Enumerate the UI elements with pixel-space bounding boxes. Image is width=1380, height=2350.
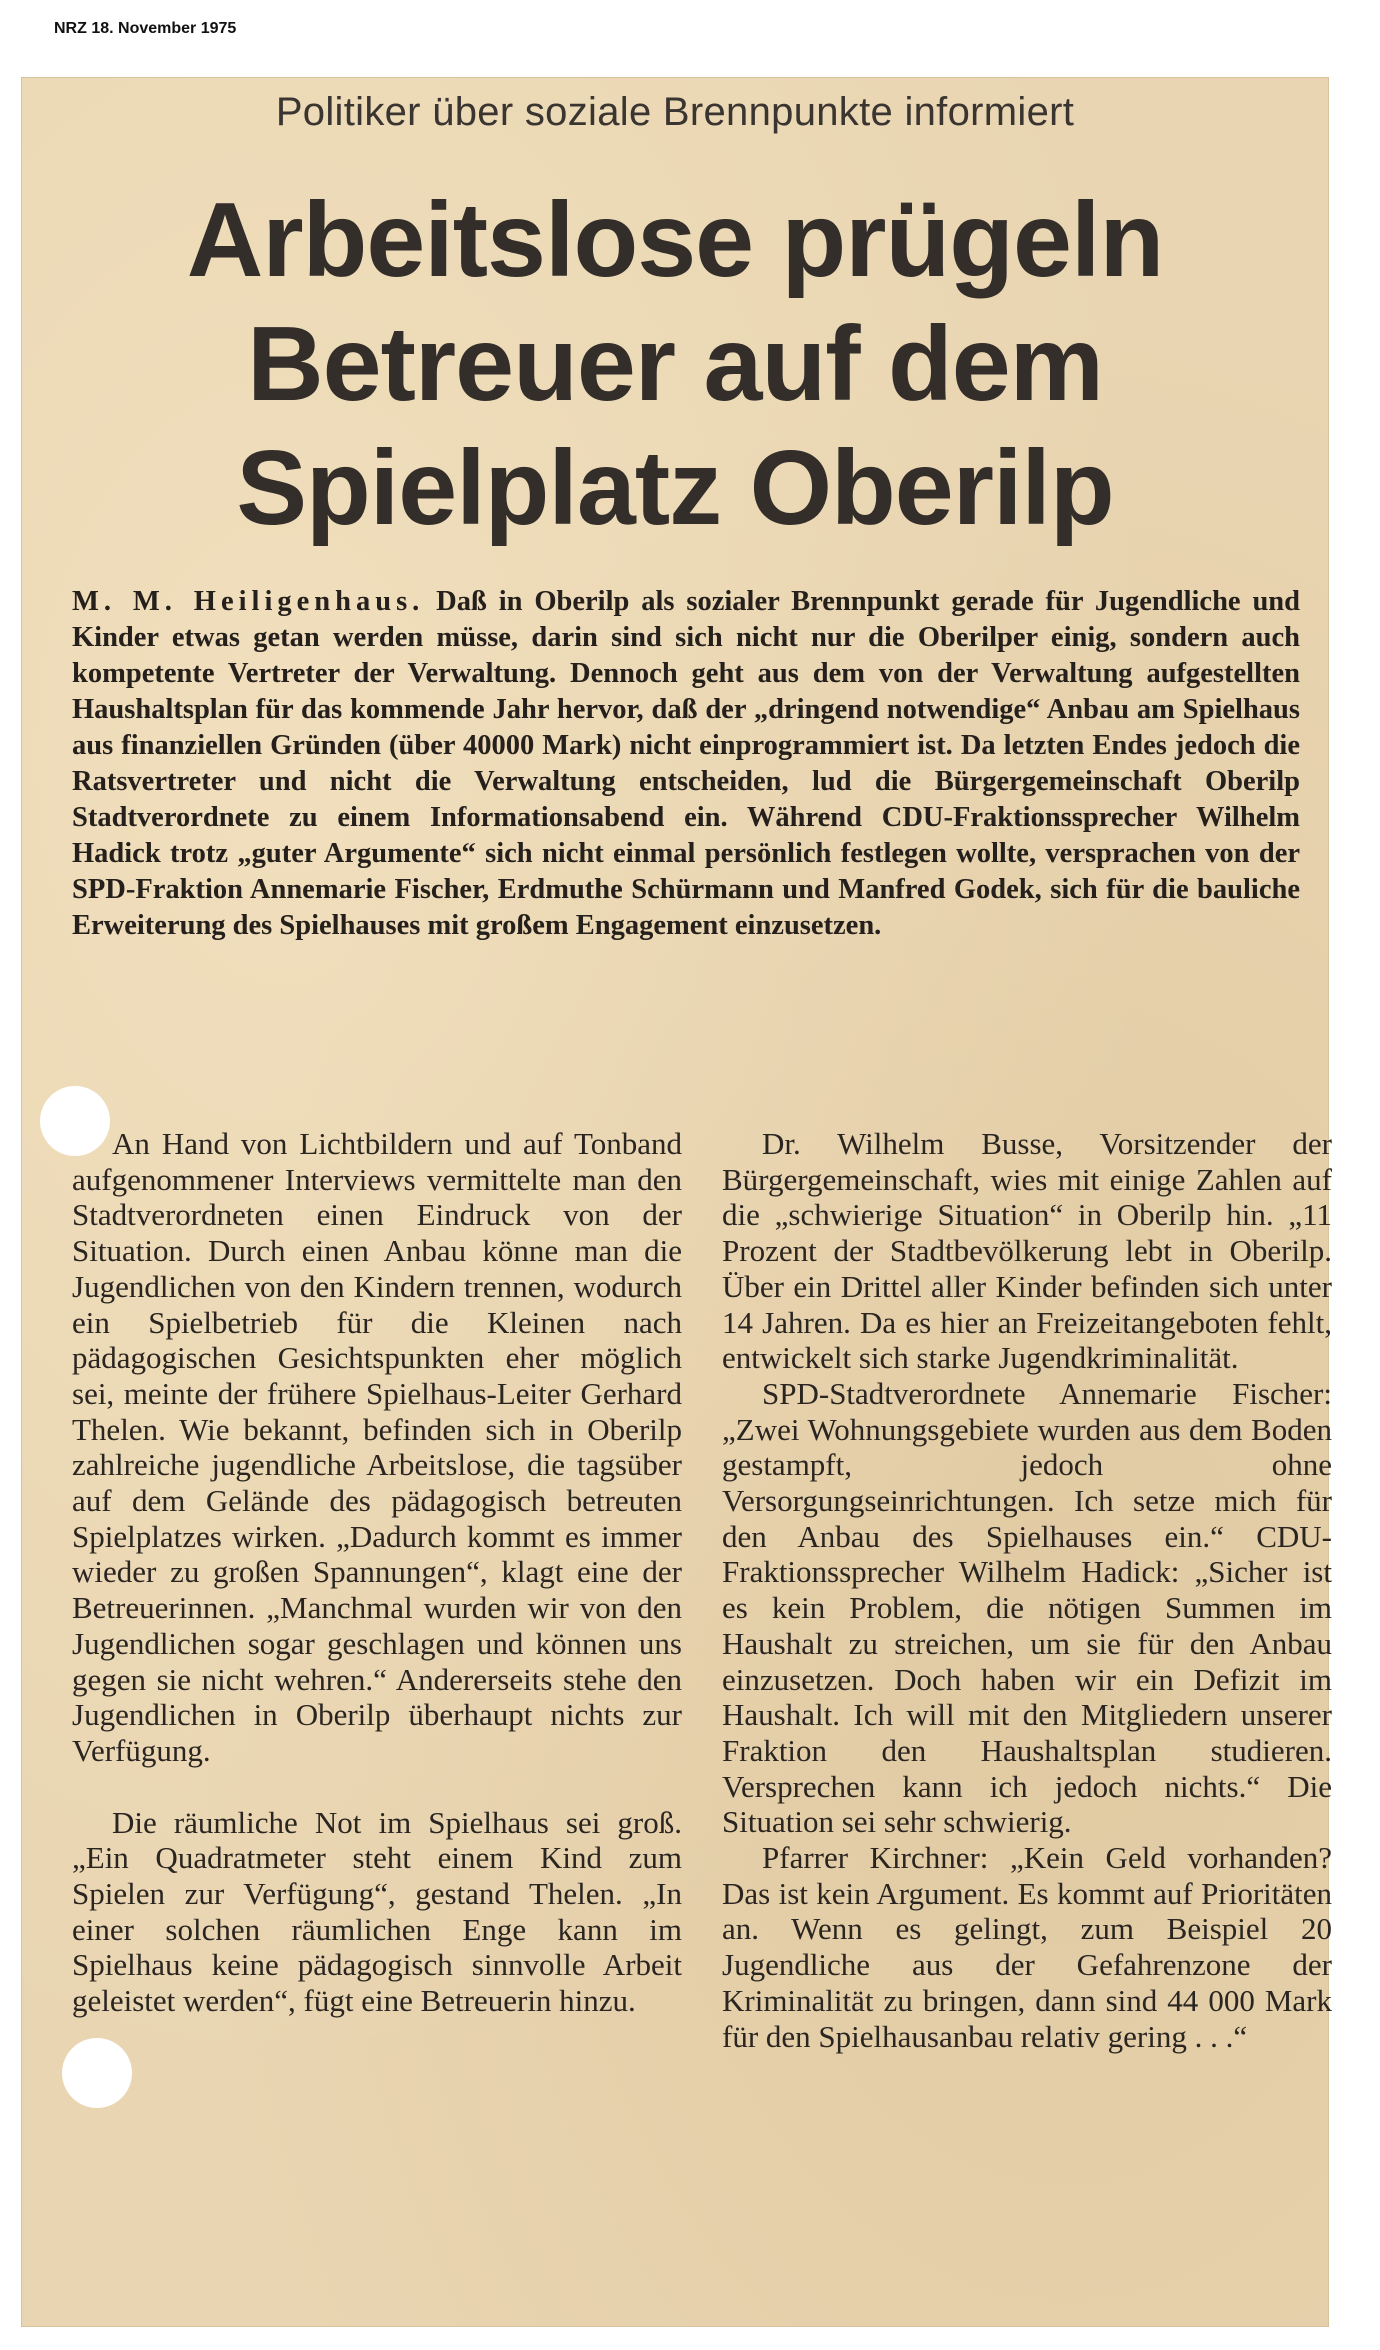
lead-dateline: M. M. Heiligenhaus. — [72, 586, 425, 617]
article-lead — [72, 584, 1300, 944]
right-paragraph: Dr. Wilhelm Busse, Vorsitzender der Bürgergemeinschaft, wies mit einige Zahlen auf die „schwierige Situation“ in Oberilp hin. „11 Prozent der Stadtbevölkerung lebt in Oberilp. Über ein Drittel aller Kinder befinden sich unter 14 Jahren. Da es hier an Freizeitangeboten fehlt, entwickelt sich starke Jugendkriminalität. — [722, 1126, 1332, 1376]
newspaper-clipping — [22, 78, 1332, 2326]
headline-line: Spielplatz Oberilp — [236, 429, 1114, 547]
lead-text: Daß in Oberilp als sozialer Brennpunkt gerade für Jugendliche und Kinder etwas getan werden müsse, darin sind sich nicht nur die Oberilper einig, sondern auch kompetente Vertreter der Verwaltung. Dennoch geht aus dem von der Verwaltung aufgestellten Haushaltsplan für das kommende Jahr hervor, daß der „dringend notwendige“ Anbau am Spielhaus aus finanziellen Gründen (über 40000 Mark) nicht einprogrammiert ist. Da letzten Endes jedoch die Ratsvertreter und nicht die Verwaltung entscheiden, lud die Bürgergemeinschaft Oberilp Stadtverordnete zu einem Informationsabend ein. Während CDU-Fraktionssprecher Wilhelm Hadick trotz „guter Argumente“ sich nicht einmal persönlich festlegen wollte, versprachen von der SPD-Fraktion Annemarie Fischer, Erdmuthe Schürmann und Manfred Godek, sich für die bauliche Erweiterung des Spielhauses mit großem Engagement einzusetzen. — [72, 586, 1300, 941]
punch-hole — [40, 1086, 110, 1156]
left-column — [72, 1126, 682, 2019]
right-column — [722, 1126, 1332, 2054]
headline-line: Betreuer auf dem — [247, 305, 1103, 423]
punch-hole — [62, 2038, 132, 2108]
article-headline — [22, 178, 1328, 550]
left-paragraph: Die räumliche Not im Spielhaus sei groß. „Ein Quadratmeter steht einem Kind zum Spielen zur Verfügung“, gestand Thelen. „In einer solchen räumlichen Enge kann im Spielhaus keine pädagogisch sinnvolle Arbeit geleistet werden“, fügt eine Betreuerin hinzu. — [72, 1804, 682, 2019]
left-paragraph: An Hand von Lichtbildern und auf Tonband aufgenommener Interviews vermittelte man den Stadtverordneten einen Eindruck von der Situation. Durch einen Anbau könne man die Jugendlichen von den Kindern trennen, wodurch ein Spielbetrieb für die Kleinen nach pädagogischen Gesichtspunkten eher möglich sei, meinte der frühere Spielhaus-Leiter Gerhard Thelen. Wie bekannt, befinden sich in Oberilp zahlreiche jugendliche Arbeitslose, die tagsüber auf dem Gelände des pädagogisch betreuten Spielplatzes wirken. „Dadurch kommt es immer wieder zu großen Spannungen“, klagt eine der Betreuerinnen. „Manchmal wurden wir von den Jugendlichen sogar geschlagen und können uns gegen sie nicht wehren.“ Andererseits stehe den Jugendlichen in Oberilp überhaupt nichts zur Verfügung. — [72, 1126, 682, 1768]
headline-line: Arbeitslose prügeln — [186, 181, 1164, 299]
right-paragraph: SPD-Stadtverordnete Annemarie Fischer: „Zwei Wohnungsgebiete wurden aus dem Boden gestampft, jedoch ohne Versorgungseinrichtungen. Ich setze mich für den Anbau des Spielhauses ein.“ CDU-Fraktionssprecher Wilhelm Hadick: „Sicher ist es kein Problem, die nötigen Summen im Haushalt zu streichen, um sie für den Anbau einzusetzen. Doch haben wir ein Defizit im Haushalt. Ich will mit den Mitgliedern unserer Fraktion den Haushaltsplan studieren. Versprechen kann ich jedoch nichts.“ Die Situation sei sehr schwierig. — [722, 1375, 1332, 1840]
right-paragraph: Pfarrer Kirchner: „Kein Geld vorhanden? Das ist kein Argument. Es kommt auf Prioritäten an. Wenn es gelingt, zum Beispiel 20 Jugendliche aus der Gefahrenzone der Kriminalität zu bringen, dann sind 44 000 Mark für den Spielhausanbau relativ gering . . .“ — [722, 1840, 1332, 2054]
source-caption: NRZ 18. November 1975 — [54, 20, 237, 37]
article-kicker: Politiker über soziale Brennpunkte informiert — [275, 90, 1075, 134]
